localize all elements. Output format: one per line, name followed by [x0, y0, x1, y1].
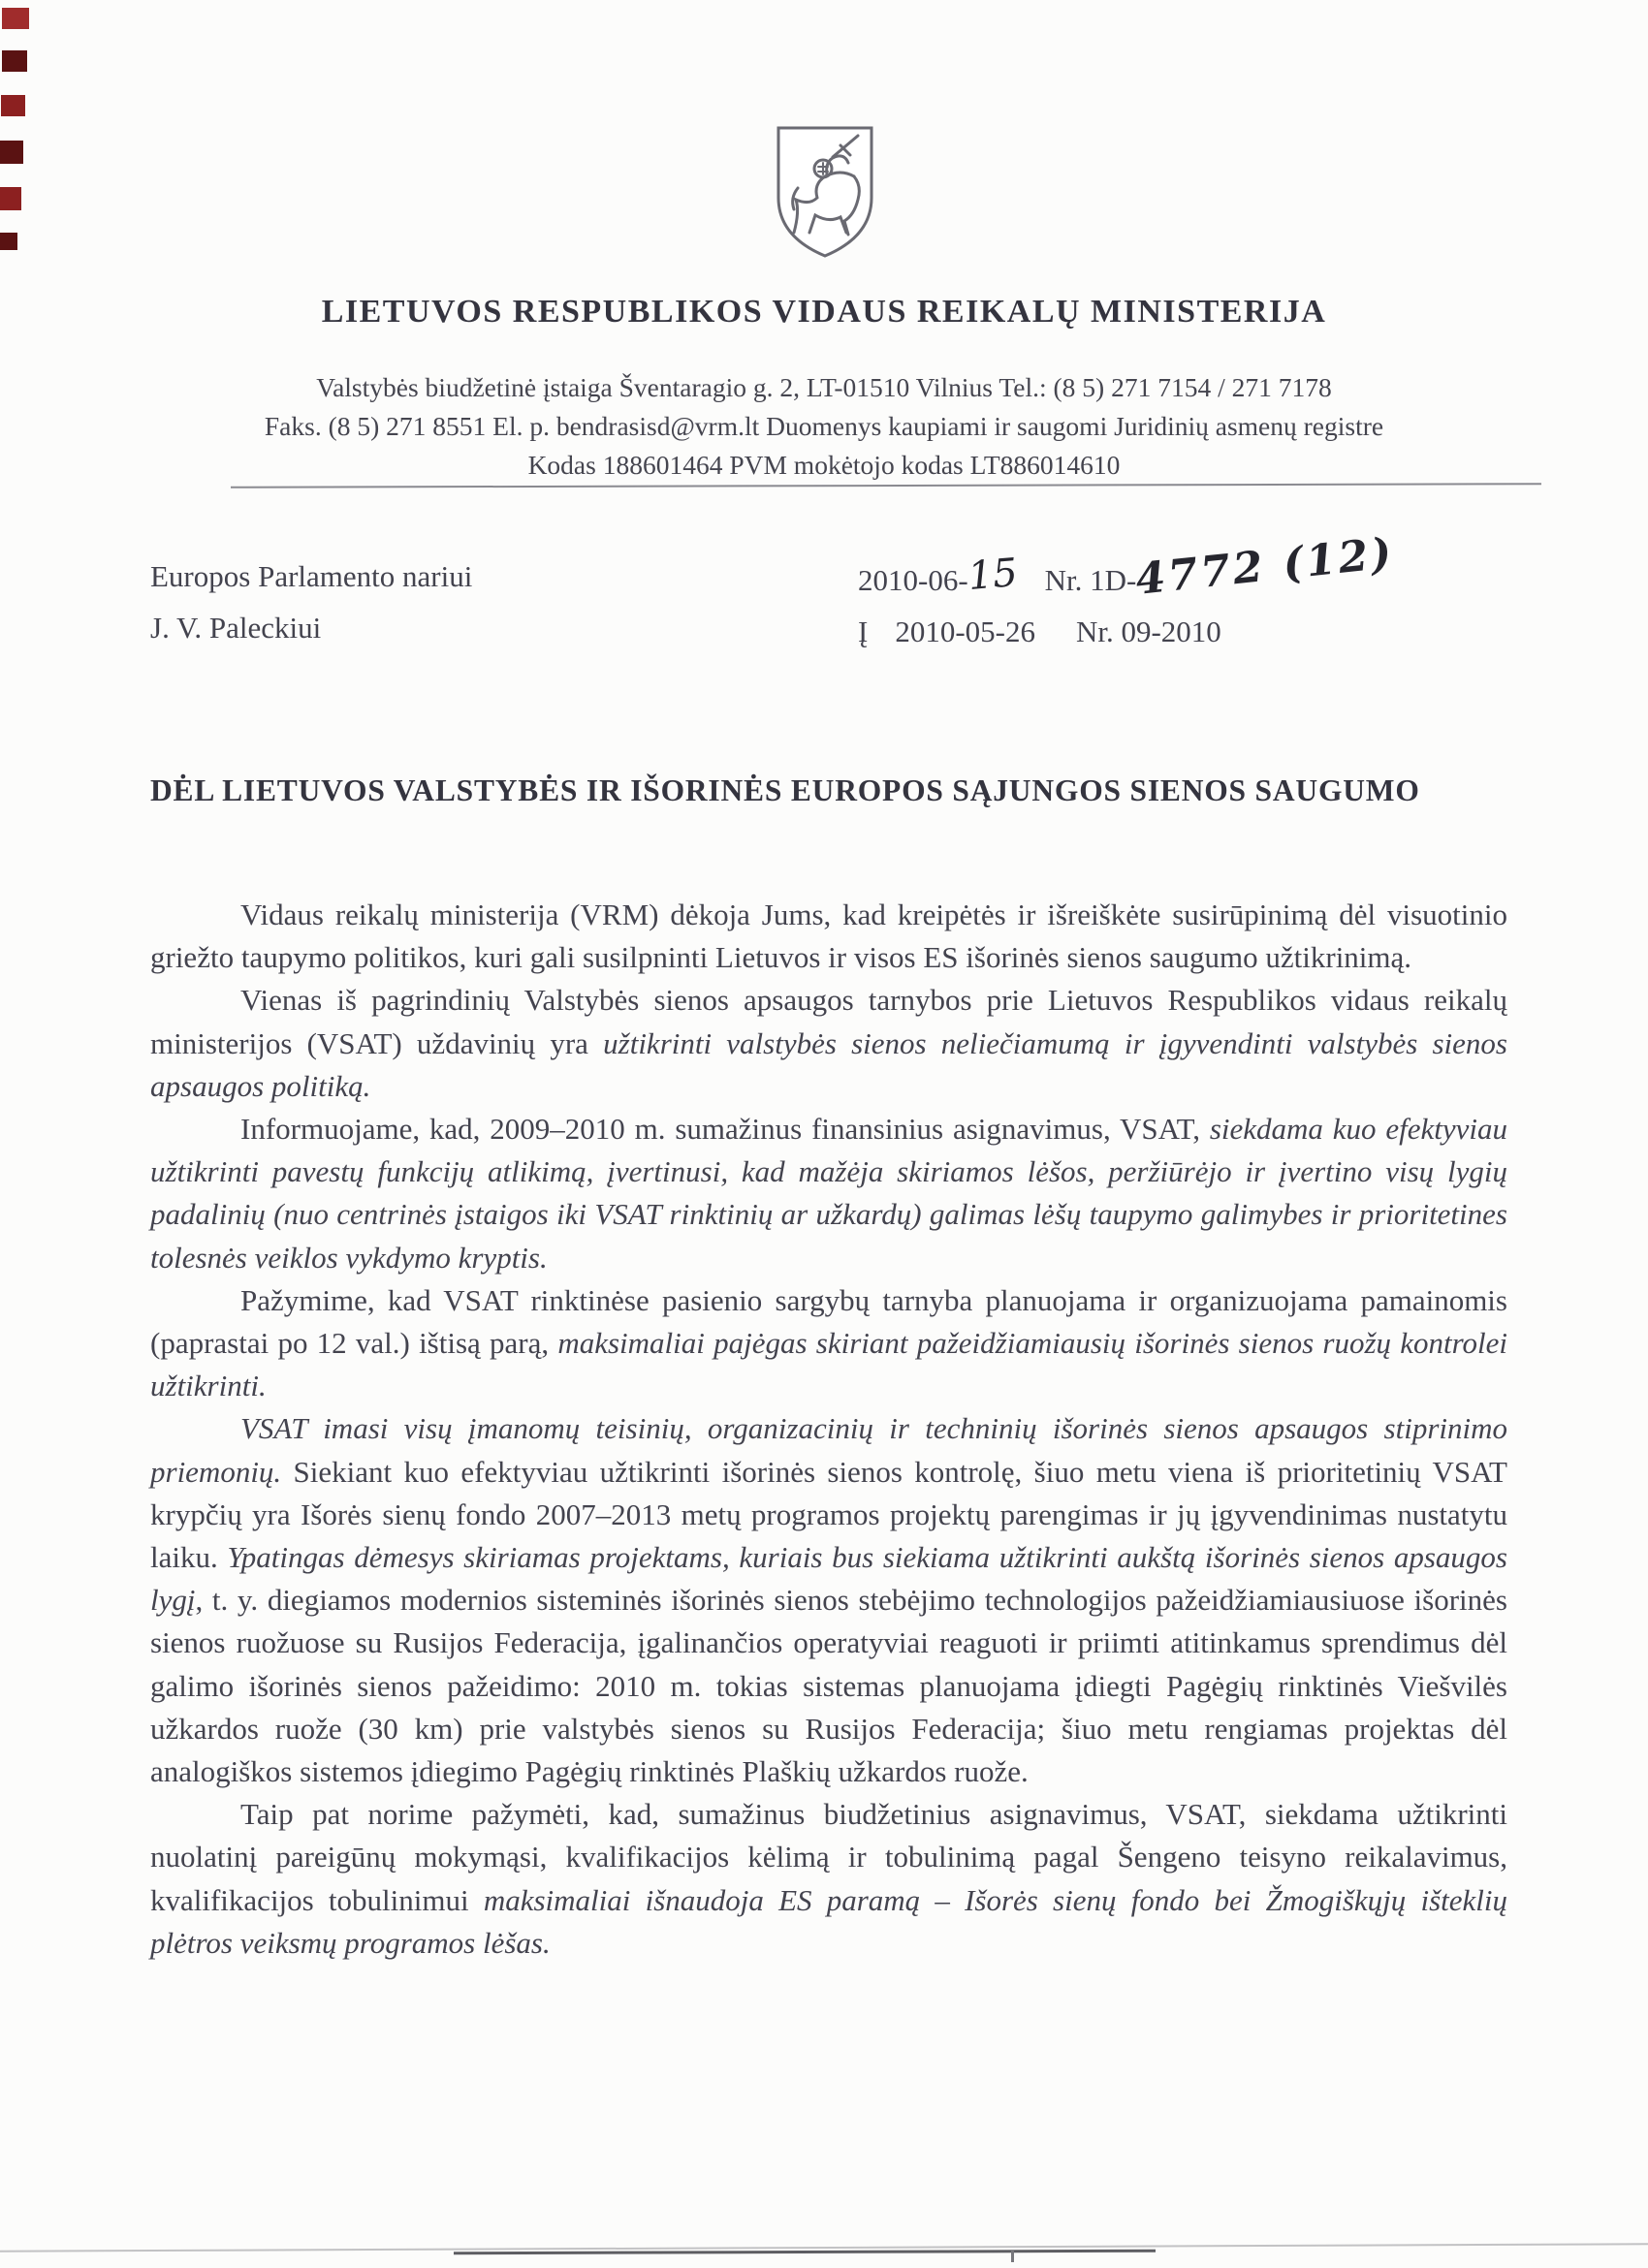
body-paragraph	[150, 979, 1507, 1108]
addressee-block	[150, 551, 472, 653]
reply-date: 2010-05-26	[895, 614, 1035, 648]
body-paragraphs	[150, 894, 1507, 1965]
header-info-line2: Faks. (8 5) 271 8551 El. p. bendrasisd@vrm.lt Duomenys kaupiami ir saugomi Juridinių asmenų registre	[264, 411, 1384, 441]
text-run: Pažymime, kad VSAT rinktinėse pasienio sargybų tarnyba planuojama ir organizuojama pamainomis (paprastai po 12 val.) ištisą parą,	[150, 1282, 1507, 1361]
number-prefix: Nr. 1D-	[1044, 563, 1137, 597]
addressee-line1: Europos Parlamento nariui	[150, 559, 473, 593]
text-run: maksimaliai pajėgas skiriant pažeidžiamiausių išorinės sienos ruožų kontrolei užtikrinti.	[150, 1326, 1508, 1403]
text-run: Informuojame, kad, 2009–2010 m. sumažinus finansinius asignavimus, VSAT,	[240, 1112, 1210, 1147]
text-run: , t. y. diegiamos modernios sisteminės išorinės sienos stebėjimo technologijos pažeidžiamiausiuose išorinės sienos ruožuose su Rusijos Federacija, įgalinančios operatyviai reaguoti ir priimti atitinkamus sprendimus dėl galimo išorinės sienos pažeidimo: 2010 m. tokias sistemas planuojama įdiegti Pagėgių rinktinės Viešvilės užkardos ruože (30 km) prie valstybės sienos su Rusijos Federacija; šiuo metu rengiamas projektas dėl analogiškos sistemos įdiegimo Pagėgių rinktinės Plaškių užkardos ruože.	[150, 1583, 1507, 1789]
text-run: Siekiant kuo efektyviau užtikrinti išorinės sienos kontrolę, šiuo metu viena iš prioritetinių VSAT krypčių yra Išorės sienų fondo 2007–2013 metų programos projektų parengimas ir jų įgyvendinimas nustatytu laiku.	[150, 1454, 1507, 1575]
text-run: užtikrinti valstybės sienos neliečiamumą ir įgyvendinti valstybės sienos apsaugos politiką.	[150, 1025, 1507, 1103]
text-run: Vienas iš pagrindinių Valstybės sienos apsaugos tarnybos prie Lietuvos Respublikos vidaus reikalų ministerijos (VSAT) uždavinių yra	[150, 983, 1507, 1060]
header-info-line3: Kodas 188601464 PVM mokėtojo kodas LT886014610	[527, 450, 1121, 480]
scan-edge-tick	[1011, 2251, 1014, 2262]
text-run: Taip pat norime pažymėti, kad, sumažinus biudžetinius asignavimus, VSAT, siekdama užtikrinti nuolatinį pareigūnų mokymąsi, kvalifikacijos kėlimą ir tobulinimą pagal Šengeno teisyno reikalavimus, kvalifikacijos tobulinimui	[150, 1797, 1507, 1917]
reference-block	[858, 528, 1397, 657]
body-paragraph	[150, 1279, 1507, 1408]
text-run: VSAT imasi visų įmanomų teisinių, organizacinių ir techninių išorinės sienos apsaugos stiprinimo priemonių.	[150, 1411, 1507, 1489]
body-paragraph	[150, 1793, 1507, 1965]
addressee-line2: J. V. Paleckiui	[150, 611, 322, 645]
subject-line: DĖL LIETUVOS VALSTYBĖS IR IŠORINĖS EUROPOS SĄJUNGOS SIENOS SAUGUMO	[150, 773, 1420, 807]
text-run: Ypatingas dėmesys skiriamas projektams, kuriais bus siekiama užtikrinti aukštą išorinės sienos apsaugos lygį	[150, 1540, 1507, 1618]
reference-row-incoming	[858, 606, 1396, 657]
coat-of-arms-vytis-icon	[773, 124, 877, 260]
body-paragraph	[150, 1108, 1507, 1279]
reference-row-outgoing	[858, 528, 1397, 606]
scan-edge-line-dark	[454, 2250, 1156, 2255]
handwritten-number: 4772 (12)	[1133, 528, 1397, 605]
body-paragraph	[150, 894, 1507, 979]
body-paragraph	[150, 1407, 1507, 1793]
reply-prefix: Į	[858, 614, 869, 648]
date-prefix: 2010-06-	[858, 563, 968, 597]
handwritten-day: 15	[966, 550, 1020, 600]
text-run: Vidaus reikalų ministerija (VRM) dėkoja Jums, kad kreipėtės ir išreiškėte susirūpinimą dėl visuotinio griežto taupymo politikos, kuri gali susilpninti Lietuvos ir visos ES išorinės sienos saugumo užtikrinimą.	[150, 898, 1507, 975]
header-contact-block	[0, 368, 1648, 485]
text-run: siekdama kuo efektyviau užtikrinti pavestų funkcijų atlikimą, įvertinusi, kad mažėja skiriamos lėšos, peržiūrėjo ir įvertino visų lygių padalinių (nuo centrinės įstaigos iki VSAT rinktinių ar užkardų) galimas lėšų taupymo galimybes ir prioritetines tolesnės veiklos vykdymo kryptis.	[150, 1112, 1507, 1275]
text-run: maksimaliai išnaudoja ES paramą – Išorės sienų fondo bei Žmogiškųjų išteklių plėtros veiksmų programos lėšas.	[150, 1882, 1508, 1960]
ministry-name: LIETUVOS RESPUBLIKOS VIDAUS REIKALŲ MINISTERIJA	[321, 294, 1327, 330]
header-info-line1: Valstybės biudžetinė įstaiga Šventaragio g. 2, LT-01510 Vilnius Tel.: (8 5) 271 7154 / 271 7178	[316, 372, 1332, 402]
scan-artifact-marks	[0, 0, 39, 271]
reply-number: Nr. 09-2010	[1075, 614, 1221, 648]
